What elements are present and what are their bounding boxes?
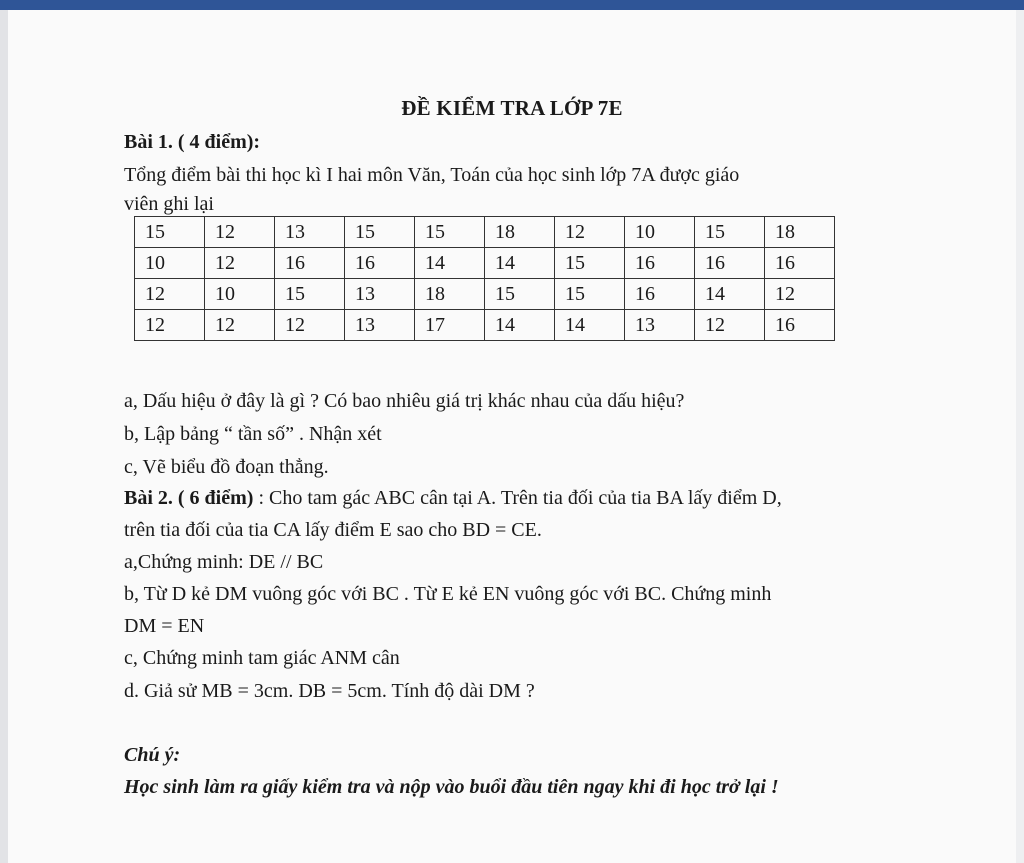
table-cell: 18 xyxy=(765,217,835,248)
table-cell: 16 xyxy=(275,248,345,279)
bai2-question-b-line1: b, Từ D kẻ DM vuông góc với BC . Từ E kẻ EN vuông góc với BC. Chứng minh xyxy=(124,583,772,605)
table-cell: 10 xyxy=(205,279,275,310)
table-cell: 13 xyxy=(345,310,415,341)
table-cell: 15 xyxy=(695,217,765,248)
left-margin xyxy=(0,10,8,863)
table-cell: 15 xyxy=(485,279,555,310)
document-page xyxy=(8,10,1016,863)
table-row xyxy=(135,310,835,341)
table-cell: 12 xyxy=(555,217,625,248)
table-cell: 15 xyxy=(555,279,625,310)
bai2-question-d: d. Giả sử MB = 3cm. DB = 5cm. Tính độ dài DM ? xyxy=(124,680,535,702)
table-cell: 14 xyxy=(415,248,485,279)
bai2-intro-line1 xyxy=(124,487,782,510)
table-cell: 14 xyxy=(555,310,625,341)
table-cell: 15 xyxy=(345,217,415,248)
table-cell: 15 xyxy=(555,248,625,279)
bai1-question-c: c, Vẽ biểu đồ đoạn thẳng. xyxy=(124,456,329,478)
table-row xyxy=(135,217,835,248)
note-label: Chú ý: xyxy=(124,744,181,766)
top-bar xyxy=(0,0,1024,10)
bai1-question-a: a, Dấu hiệu ở đây là gì ? Có bao nhiêu giá trị khác nhau của dấu hiệu? xyxy=(124,390,685,412)
table-row xyxy=(135,279,835,310)
bai1-heading: Bài 1. ( 4 điểm): xyxy=(124,131,261,153)
table-cell: 12 xyxy=(135,310,205,341)
table-cell: 17 xyxy=(415,310,485,341)
table-cell: 15 xyxy=(275,279,345,310)
table-cell: 15 xyxy=(415,217,485,248)
table-row xyxy=(135,248,835,279)
bai2-intro-rest: : Cho tam gác ABC cân tại A. Trên tia đối của tia BA lấy điểm D, xyxy=(253,487,782,509)
table-cell: 16 xyxy=(695,248,765,279)
table-cell: 14 xyxy=(695,279,765,310)
table-cell: 16 xyxy=(625,279,695,310)
table-cell: 12 xyxy=(695,310,765,341)
scores-table xyxy=(134,216,835,341)
page-title: ĐỀ KIỂM TRA LỚP 7E xyxy=(401,96,623,120)
table-cell: 12 xyxy=(135,279,205,310)
note-text: Học sinh làm ra giấy kiểm tra và nộp vào buổi đầu tiên ngay khi đi học trở lại ! xyxy=(124,776,779,798)
table-cell: 18 xyxy=(415,279,485,310)
table-cell: 16 xyxy=(765,310,835,341)
table-cell: 16 xyxy=(625,248,695,279)
bai2-question-b-line2: DM = EN xyxy=(124,615,205,637)
table-cell: 10 xyxy=(625,217,695,248)
bai2-question-a: a,Chứng minh: DE // BC xyxy=(124,551,324,573)
table-cell: 13 xyxy=(625,310,695,341)
table-cell: 12 xyxy=(765,279,835,310)
table-cell: 13 xyxy=(275,217,345,248)
table-cell: 14 xyxy=(485,310,555,341)
table-cell: 12 xyxy=(275,310,345,341)
bai2-question-c: c, Chứng minh tam giác ANM cân xyxy=(124,647,400,669)
bai2-heading: Bài 2. ( 6 điểm) xyxy=(124,487,254,509)
table-cell: 12 xyxy=(205,248,275,279)
bai1-question-b: b, Lập bảng “ tần số” . Nhận xét xyxy=(124,423,382,445)
bai2-intro-line2: trên tia đối của tia CA lấy điểm E sao cho BD = CE. xyxy=(124,519,542,541)
table-cell: 18 xyxy=(485,217,555,248)
table-cell: 13 xyxy=(345,279,415,310)
table-cell: 16 xyxy=(765,248,835,279)
bai1-intro-line2: viên ghi lại xyxy=(124,193,214,215)
table-cell: 14 xyxy=(485,248,555,279)
table-cell: 10 xyxy=(135,248,205,279)
table-cell: 12 xyxy=(205,310,275,341)
bai1-intro-line1: Tổng điểm bài thi học kì I hai môn Văn, Toán của học sinh lớp 7A được giáo xyxy=(124,164,740,186)
table-cell: 16 xyxy=(345,248,415,279)
table-cell: 12 xyxy=(205,217,275,248)
table-cell: 15 xyxy=(135,217,205,248)
